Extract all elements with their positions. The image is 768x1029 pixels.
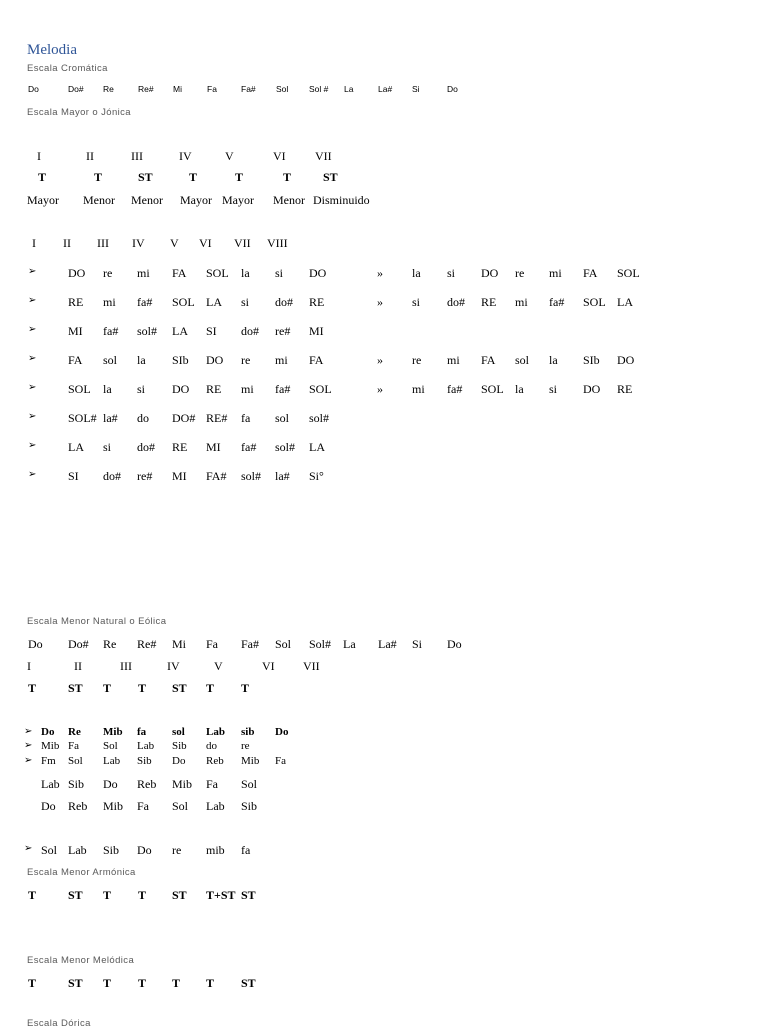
scale-note: Lab bbox=[137, 740, 155, 752]
scale-note: re bbox=[103, 266, 113, 280]
relative-note: la bbox=[549, 353, 558, 367]
scale-note: sol# bbox=[137, 324, 158, 338]
scale-note: sol bbox=[103, 353, 118, 367]
bullet-arrow-icon: ➢ bbox=[28, 411, 37, 422]
chromatic-note: Sol bbox=[276, 84, 289, 94]
scale-note: FA# bbox=[206, 469, 227, 483]
scale-note: fa bbox=[241, 411, 251, 425]
step-interval: ST bbox=[138, 170, 153, 184]
step-interval: T bbox=[283, 170, 292, 184]
relative-note: si bbox=[549, 382, 558, 396]
chromatic-note: Mi bbox=[172, 637, 187, 651]
scale-note: Fa bbox=[206, 777, 218, 791]
scale-note: Fm bbox=[41, 755, 56, 767]
scale-note: la# bbox=[103, 411, 118, 425]
relative-note: la bbox=[412, 266, 421, 280]
scale-note: SIb bbox=[172, 353, 189, 367]
step-interval: ST bbox=[241, 976, 256, 990]
scale-note: RE bbox=[309, 295, 325, 309]
scale-note: SOL# bbox=[68, 411, 97, 425]
step-interval: T bbox=[172, 976, 181, 990]
scale-note: fa# bbox=[137, 295, 153, 309]
chromatic-note: Re# bbox=[137, 637, 157, 651]
harmonic-minor-caption: Escala Menor Armónica bbox=[27, 867, 136, 878]
scale-note: MI bbox=[68, 324, 83, 338]
scale-note: do# bbox=[241, 324, 259, 338]
chord-quality: Menor bbox=[273, 193, 305, 207]
chromatic-note: Sol # bbox=[309, 84, 329, 94]
bullet-arrow-icon: ➢ bbox=[24, 726, 33, 737]
scale-note: re bbox=[172, 843, 182, 857]
relative-note: DO bbox=[481, 266, 499, 280]
scale-note: Sib bbox=[172, 740, 187, 752]
degree-numeral: I bbox=[32, 236, 36, 250]
chromatic-note: Sol bbox=[275, 637, 292, 651]
degree-numeral: VI bbox=[199, 236, 212, 250]
step-interval: T bbox=[103, 888, 112, 902]
scale-note: re bbox=[241, 740, 250, 752]
scale-note: sol# bbox=[241, 469, 262, 483]
degree-numeral: II bbox=[74, 659, 82, 673]
scale-note: do# bbox=[137, 440, 155, 454]
chromatic-note: Fa# bbox=[241, 84, 256, 94]
scale-note: Fa bbox=[275, 755, 286, 767]
degree-numeral: IV bbox=[179, 149, 192, 163]
degree-numeral: VI bbox=[262, 659, 275, 673]
bullet-arrow-icon: ➢ bbox=[28, 440, 37, 451]
scale-note: la bbox=[103, 382, 112, 396]
scale-note: Mib bbox=[241, 755, 260, 767]
degree-numeral: VII bbox=[303, 659, 320, 673]
scale-note: MI bbox=[206, 440, 221, 454]
relative-note: DO bbox=[617, 353, 635, 367]
relative-note: si bbox=[412, 295, 421, 309]
step-interval: T bbox=[138, 976, 147, 990]
scale-note: MI bbox=[172, 469, 187, 483]
chromatic-note: Si bbox=[412, 84, 420, 94]
relative-note: mi bbox=[412, 382, 425, 396]
scale-note: fa bbox=[137, 726, 147, 738]
chromatic-note: La# bbox=[378, 84, 393, 94]
step-interval: T bbox=[28, 681, 37, 695]
chromatic-note: Re# bbox=[138, 84, 154, 94]
step-interval: T bbox=[138, 681, 147, 695]
degree-numeral: IV bbox=[132, 236, 145, 250]
chromatic-note: Re bbox=[103, 84, 114, 94]
degree-numeral: III bbox=[131, 149, 143, 163]
degree-numeral: VII bbox=[315, 149, 332, 163]
degree-numeral: VII bbox=[234, 236, 251, 250]
scale-note: re# bbox=[275, 324, 291, 338]
step-interval: ST bbox=[241, 888, 256, 902]
chromatic-note: La bbox=[343, 637, 356, 651]
separator-symbol: » bbox=[377, 353, 383, 367]
bullet-arrow-icon: ➢ bbox=[28, 382, 37, 393]
scale-note: la bbox=[241, 266, 250, 280]
chord-quality: Mayor bbox=[180, 193, 212, 207]
scale-note: Do bbox=[41, 799, 56, 813]
scale-note: do bbox=[137, 411, 149, 425]
scale-note: fa# bbox=[103, 324, 119, 338]
scale-note: sol bbox=[172, 726, 185, 738]
relative-note: SOL bbox=[583, 295, 606, 309]
chromatic-note: Do# bbox=[68, 84, 84, 94]
scale-note: LA bbox=[172, 324, 188, 338]
separator-symbol: » bbox=[377, 295, 383, 309]
step-interval: T bbox=[206, 681, 215, 695]
scale-note: la# bbox=[275, 469, 290, 483]
natural-minor-caption: Escala Menor Natural o Eólica bbox=[27, 616, 167, 627]
scale-note: SI bbox=[68, 469, 79, 483]
relative-note: FA bbox=[583, 266, 598, 280]
chromatic-note: Fa# bbox=[241, 637, 259, 651]
scale-note: SOL bbox=[68, 382, 91, 396]
scale-note: sol# bbox=[275, 440, 296, 454]
chromatic-note: Do bbox=[447, 84, 458, 94]
scale-note: mi bbox=[103, 295, 116, 309]
page-title: Melodia bbox=[27, 42, 77, 58]
step-interval: T bbox=[28, 976, 37, 990]
degree-numeral: III bbox=[97, 236, 109, 250]
scale-note: DO bbox=[309, 266, 327, 280]
step-interval: T bbox=[241, 681, 250, 695]
scale-note: Lab bbox=[206, 799, 225, 813]
chord-quality: Menor bbox=[83, 193, 115, 207]
scale-note: SOL bbox=[309, 382, 332, 396]
bullet-arrow-icon: ➢ bbox=[28, 266, 37, 277]
scale-note: si bbox=[103, 440, 112, 454]
chromatic-note: Sol# bbox=[309, 637, 332, 651]
scale-note: si bbox=[137, 382, 146, 396]
relative-note: SOL bbox=[481, 382, 504, 396]
scale-note: FA bbox=[309, 353, 324, 367]
step-interval: T bbox=[38, 170, 47, 184]
scale-note: Sol bbox=[68, 755, 83, 767]
scale-note: Sol bbox=[103, 740, 118, 752]
scale-note: Do bbox=[172, 755, 186, 767]
separator-symbol: » bbox=[377, 382, 383, 396]
step-interval: T+ST bbox=[206, 888, 236, 902]
scale-note: si bbox=[241, 295, 250, 309]
scale-note: Do bbox=[275, 726, 289, 738]
step-interval: ST bbox=[172, 888, 187, 902]
step-interval: ST bbox=[68, 888, 83, 902]
bullet-arrow-icon: ➢ bbox=[24, 755, 33, 766]
scale-note: Sib bbox=[241, 799, 258, 813]
scale-note: do# bbox=[103, 469, 121, 483]
scale-note: mib bbox=[206, 843, 225, 857]
scale-note: DO bbox=[68, 266, 86, 280]
scale-note: MI bbox=[309, 324, 324, 338]
scale-note: do# bbox=[275, 295, 293, 309]
scale-note: si bbox=[275, 266, 284, 280]
relative-note: mi bbox=[447, 353, 460, 367]
degree-numeral: I bbox=[37, 149, 41, 163]
relative-note: mi bbox=[549, 266, 562, 280]
scale-note: la bbox=[137, 353, 146, 367]
scale-note: Sib bbox=[103, 843, 120, 857]
degree-numeral: I bbox=[27, 659, 31, 673]
degree-numeral: V bbox=[214, 659, 223, 673]
major-scale-caption: Escala Mayor o Jónica bbox=[27, 107, 131, 118]
scale-note: Reb bbox=[68, 799, 88, 813]
scale-note: RE bbox=[68, 295, 84, 309]
step-interval: T bbox=[206, 976, 215, 990]
scale-note: Mib bbox=[41, 740, 60, 752]
scale-note: sib bbox=[241, 726, 255, 738]
scale-note: mi bbox=[275, 353, 288, 367]
scale-note: RE bbox=[206, 382, 222, 396]
relative-note: SIb bbox=[583, 353, 600, 367]
relative-note: re bbox=[515, 266, 525, 280]
separator-symbol: » bbox=[377, 266, 383, 280]
step-interval: ST bbox=[68, 976, 83, 990]
scale-note: fa# bbox=[275, 382, 291, 396]
step-interval: T bbox=[28, 888, 37, 902]
chord-quality: Mayor bbox=[222, 193, 254, 207]
scale-note: DO# bbox=[172, 411, 196, 425]
chord-quality: Menor bbox=[131, 193, 163, 207]
scale-note: mi bbox=[137, 266, 150, 280]
degree-numeral: VIII bbox=[267, 236, 288, 250]
scale-note: Sib bbox=[68, 777, 85, 791]
bullet-arrow-icon: ➢ bbox=[24, 740, 33, 751]
step-interval: T bbox=[235, 170, 244, 184]
scale-note: RE bbox=[172, 440, 188, 454]
degree-numeral: V bbox=[170, 236, 179, 250]
scale-note: Lab bbox=[41, 777, 60, 791]
relative-note: fa# bbox=[549, 295, 565, 309]
bullet-arrow-icon: ➢ bbox=[28, 469, 37, 480]
scale-note: Reb bbox=[137, 777, 157, 791]
scale-note: LA bbox=[206, 295, 222, 309]
relative-note: si bbox=[447, 266, 456, 280]
chromatic-note: Fa bbox=[207, 84, 217, 94]
scale-note: sol# bbox=[309, 411, 330, 425]
step-interval: ST bbox=[172, 681, 187, 695]
scale-note: Reb bbox=[206, 755, 224, 767]
scale-note: Fa bbox=[68, 740, 79, 752]
scale-note: Sol bbox=[172, 799, 189, 813]
degree-numeral: V bbox=[225, 149, 234, 163]
scale-note: Sol bbox=[241, 777, 258, 791]
degree-numeral: III bbox=[120, 659, 132, 673]
relative-note: SOL bbox=[617, 266, 640, 280]
chromatic-note: Do# bbox=[68, 637, 89, 651]
scale-note: fa# bbox=[241, 440, 257, 454]
chord-quality: Mayor bbox=[27, 193, 59, 207]
relative-note: RE bbox=[481, 295, 497, 309]
relative-note: DO bbox=[583, 382, 601, 396]
step-interval: T bbox=[138, 888, 147, 902]
chromatic-note: Re bbox=[103, 637, 117, 651]
relative-note: mi bbox=[515, 295, 528, 309]
bullet-arrow-icon: ➢ bbox=[28, 324, 37, 335]
chromatic-note: Do bbox=[28, 637, 43, 651]
scale-note: do bbox=[206, 740, 217, 752]
degree-numeral: II bbox=[86, 149, 94, 163]
scale-note: Do bbox=[137, 843, 152, 857]
chromatic-note: Si bbox=[412, 637, 423, 651]
step-interval: T bbox=[103, 681, 112, 695]
scale-note: LA bbox=[309, 440, 325, 454]
step-interval: T bbox=[103, 976, 112, 990]
scale-note: Do bbox=[41, 726, 55, 738]
scale-note: DO bbox=[172, 382, 190, 396]
relative-note: RE bbox=[617, 382, 633, 396]
relative-note: la bbox=[515, 382, 524, 396]
melodic-minor-caption: Escala Menor Melódica bbox=[27, 955, 135, 966]
scale-note: DO bbox=[206, 353, 224, 367]
scale-note: Sib bbox=[137, 755, 152, 767]
relative-note: re bbox=[412, 353, 422, 367]
bullet-arrow-icon: ➢ bbox=[24, 843, 33, 854]
scale-note: Sol bbox=[41, 843, 58, 857]
scale-note: Lab bbox=[68, 843, 87, 857]
scale-note: LA bbox=[68, 440, 84, 454]
scale-note: FA bbox=[68, 353, 83, 367]
chromatic-note: Fa bbox=[206, 637, 218, 651]
relative-note: do# bbox=[447, 295, 465, 309]
chromatic-note: Do bbox=[28, 84, 39, 94]
step-interval: ST bbox=[323, 170, 338, 184]
step-interval: T bbox=[94, 170, 103, 184]
relative-note: sol bbox=[515, 353, 530, 367]
scale-note: Lab bbox=[103, 755, 121, 767]
step-interval: T bbox=[189, 170, 198, 184]
relative-note: fa# bbox=[447, 382, 463, 396]
scale-note: Fa bbox=[137, 799, 149, 813]
scale-note: SOL bbox=[206, 266, 229, 280]
scale-note: FA bbox=[172, 266, 187, 280]
degree-numeral: II bbox=[63, 236, 71, 250]
bullet-arrow-icon: ➢ bbox=[28, 295, 37, 306]
scale-note: Mib bbox=[103, 799, 124, 813]
scale-note: Re bbox=[68, 726, 81, 738]
scale-note: Mib bbox=[172, 777, 193, 791]
relative-note: FA bbox=[481, 353, 496, 367]
scale-note: re# bbox=[137, 469, 153, 483]
scale-note: Lab bbox=[206, 726, 225, 738]
relative-note: LA bbox=[617, 295, 633, 309]
dorian-caption-cut: Escala Dórica bbox=[27, 1018, 91, 1029]
scale-note: re bbox=[241, 353, 251, 367]
chromatic-note: La bbox=[344, 84, 354, 94]
chromatic-note: Do bbox=[447, 637, 462, 651]
bullet-arrow-icon: ➢ bbox=[28, 353, 37, 364]
scale-note: SI bbox=[206, 324, 217, 338]
chromatic-scale-caption: Escala Cromática bbox=[27, 63, 108, 74]
scale-note: SOL bbox=[172, 295, 195, 309]
chromatic-note: Mi bbox=[173, 84, 182, 94]
scale-note: mi bbox=[241, 382, 254, 396]
degree-numeral: IV bbox=[167, 659, 180, 673]
scale-note: Si° bbox=[309, 469, 324, 483]
chromatic-note: La# bbox=[378, 637, 397, 651]
scale-note: Mib bbox=[103, 726, 123, 738]
chord-quality: Disminuido bbox=[313, 193, 370, 207]
scale-note: fa bbox=[241, 843, 251, 857]
degree-numeral: VI bbox=[273, 149, 286, 163]
step-interval: ST bbox=[68, 681, 83, 695]
scale-note: Do bbox=[103, 777, 118, 791]
scale-note: RE# bbox=[206, 411, 228, 425]
scale-note: sol bbox=[275, 411, 290, 425]
